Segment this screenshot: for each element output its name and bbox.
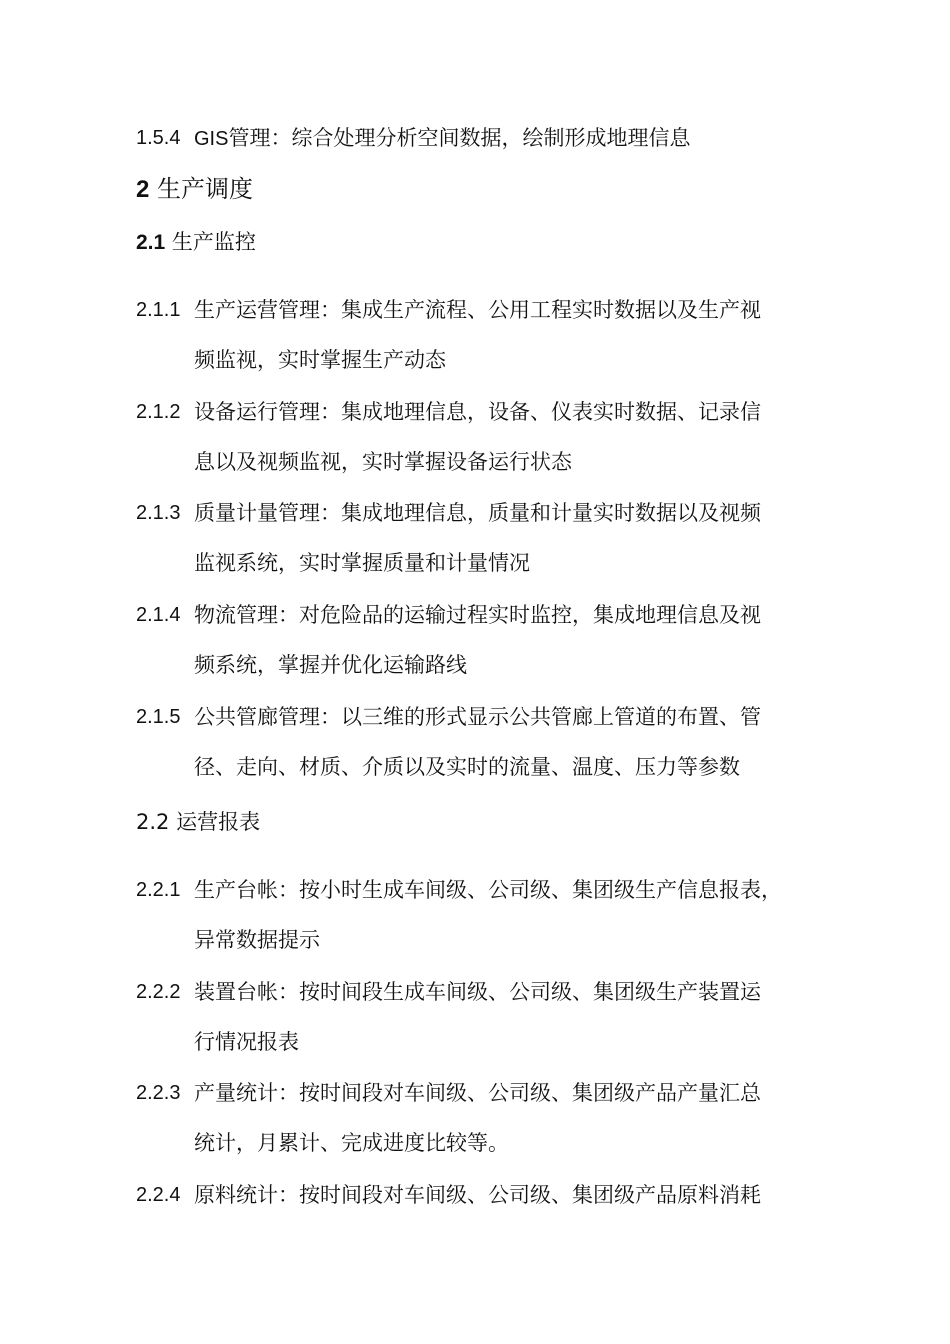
item-line-2: 监视系统，实时掌握质量和计量情况 — [194, 551, 530, 575]
section-number: 2.1 — [136, 231, 166, 254]
section-title: 生产调度 — [157, 175, 253, 203]
item-number: 2.2.2 — [136, 981, 181, 1003]
item-line-1: 产量统计：按时间段对车间级、公司级、集团级产品产量汇总 — [194, 1081, 761, 1105]
item-line-1: 设备运行管理：集成地理信息，设备、仪表实时数据、记录信 — [194, 400, 761, 424]
item-text — [194, 124, 690, 153]
item-number: 2.1.3 — [136, 502, 181, 524]
item-number: 2.1.2 — [136, 401, 181, 423]
item-text-rest: 管理：综合处理分析空间数据，绘制形成地理信息 — [228, 126, 691, 150]
item-number: 2.2.4 — [136, 1184, 181, 1206]
section-heading-2-1 — [136, 228, 256, 257]
section-title: 生产监控 — [171, 230, 256, 254]
item-line-2: 频系统，掌握并优化运输路线 — [194, 653, 467, 677]
item-number: 1.5.4 — [136, 127, 181, 149]
section-heading-2-2: 2.2 运营报表 — [136, 810, 261, 834]
item-line-1: 生产台帐：按小时生成车间级、公司级、集团级生产信息报表， — [194, 878, 782, 902]
item-line-1: 质量计量管理：集成地理信息，质量和计量实时数据以及视频 — [194, 501, 761, 525]
item-line-2: 异常数据提示 — [194, 928, 320, 952]
item-line-2: 径、走向、材质、介质以及实时的流量、温度、压力等参数 — [194, 755, 740, 779]
item-number: 2.2.3 — [136, 1082, 181, 1104]
section-number: 2 — [136, 176, 150, 203]
item-line-2: 行情况报表 — [194, 1030, 299, 1054]
item-line-1: 原料统计：按时间段对车间级、公司级、集团级产品原料消耗 — [194, 1183, 761, 1207]
section-heading-2 — [136, 174, 253, 205]
item-number: 2.1.5 — [136, 706, 181, 728]
item-line-2: 统计，月累计、完成进度比较等。 — [194, 1131, 509, 1155]
item-line-2: 频监视，实时掌握生产动态 — [194, 348, 446, 372]
item-line-1: 物流管理：对危险品的运输过程实时监控，集成地理信息及视 — [194, 603, 761, 627]
item-number: 2.2.1 — [136, 879, 181, 901]
item-line-1: 生产运营管理：集成生产流程、公用工程实时数据以及生产视 — [194, 298, 761, 322]
item-number: 2.1.1 — [136, 299, 181, 321]
item-line-1: 公共管廊管理：以三维的形式显示公共管廊上管道的布置、管 — [194, 705, 761, 729]
item-line-1: 装置台帐：按时间段生成车间级、公司级、集团级生产装置运 — [194, 980, 761, 1004]
item-line-2: 息以及视频监视，实时掌握设备运行状态 — [194, 450, 572, 474]
item-number: 2.1.4 — [136, 604, 181, 626]
gis-label: GIS — [194, 128, 229, 150]
